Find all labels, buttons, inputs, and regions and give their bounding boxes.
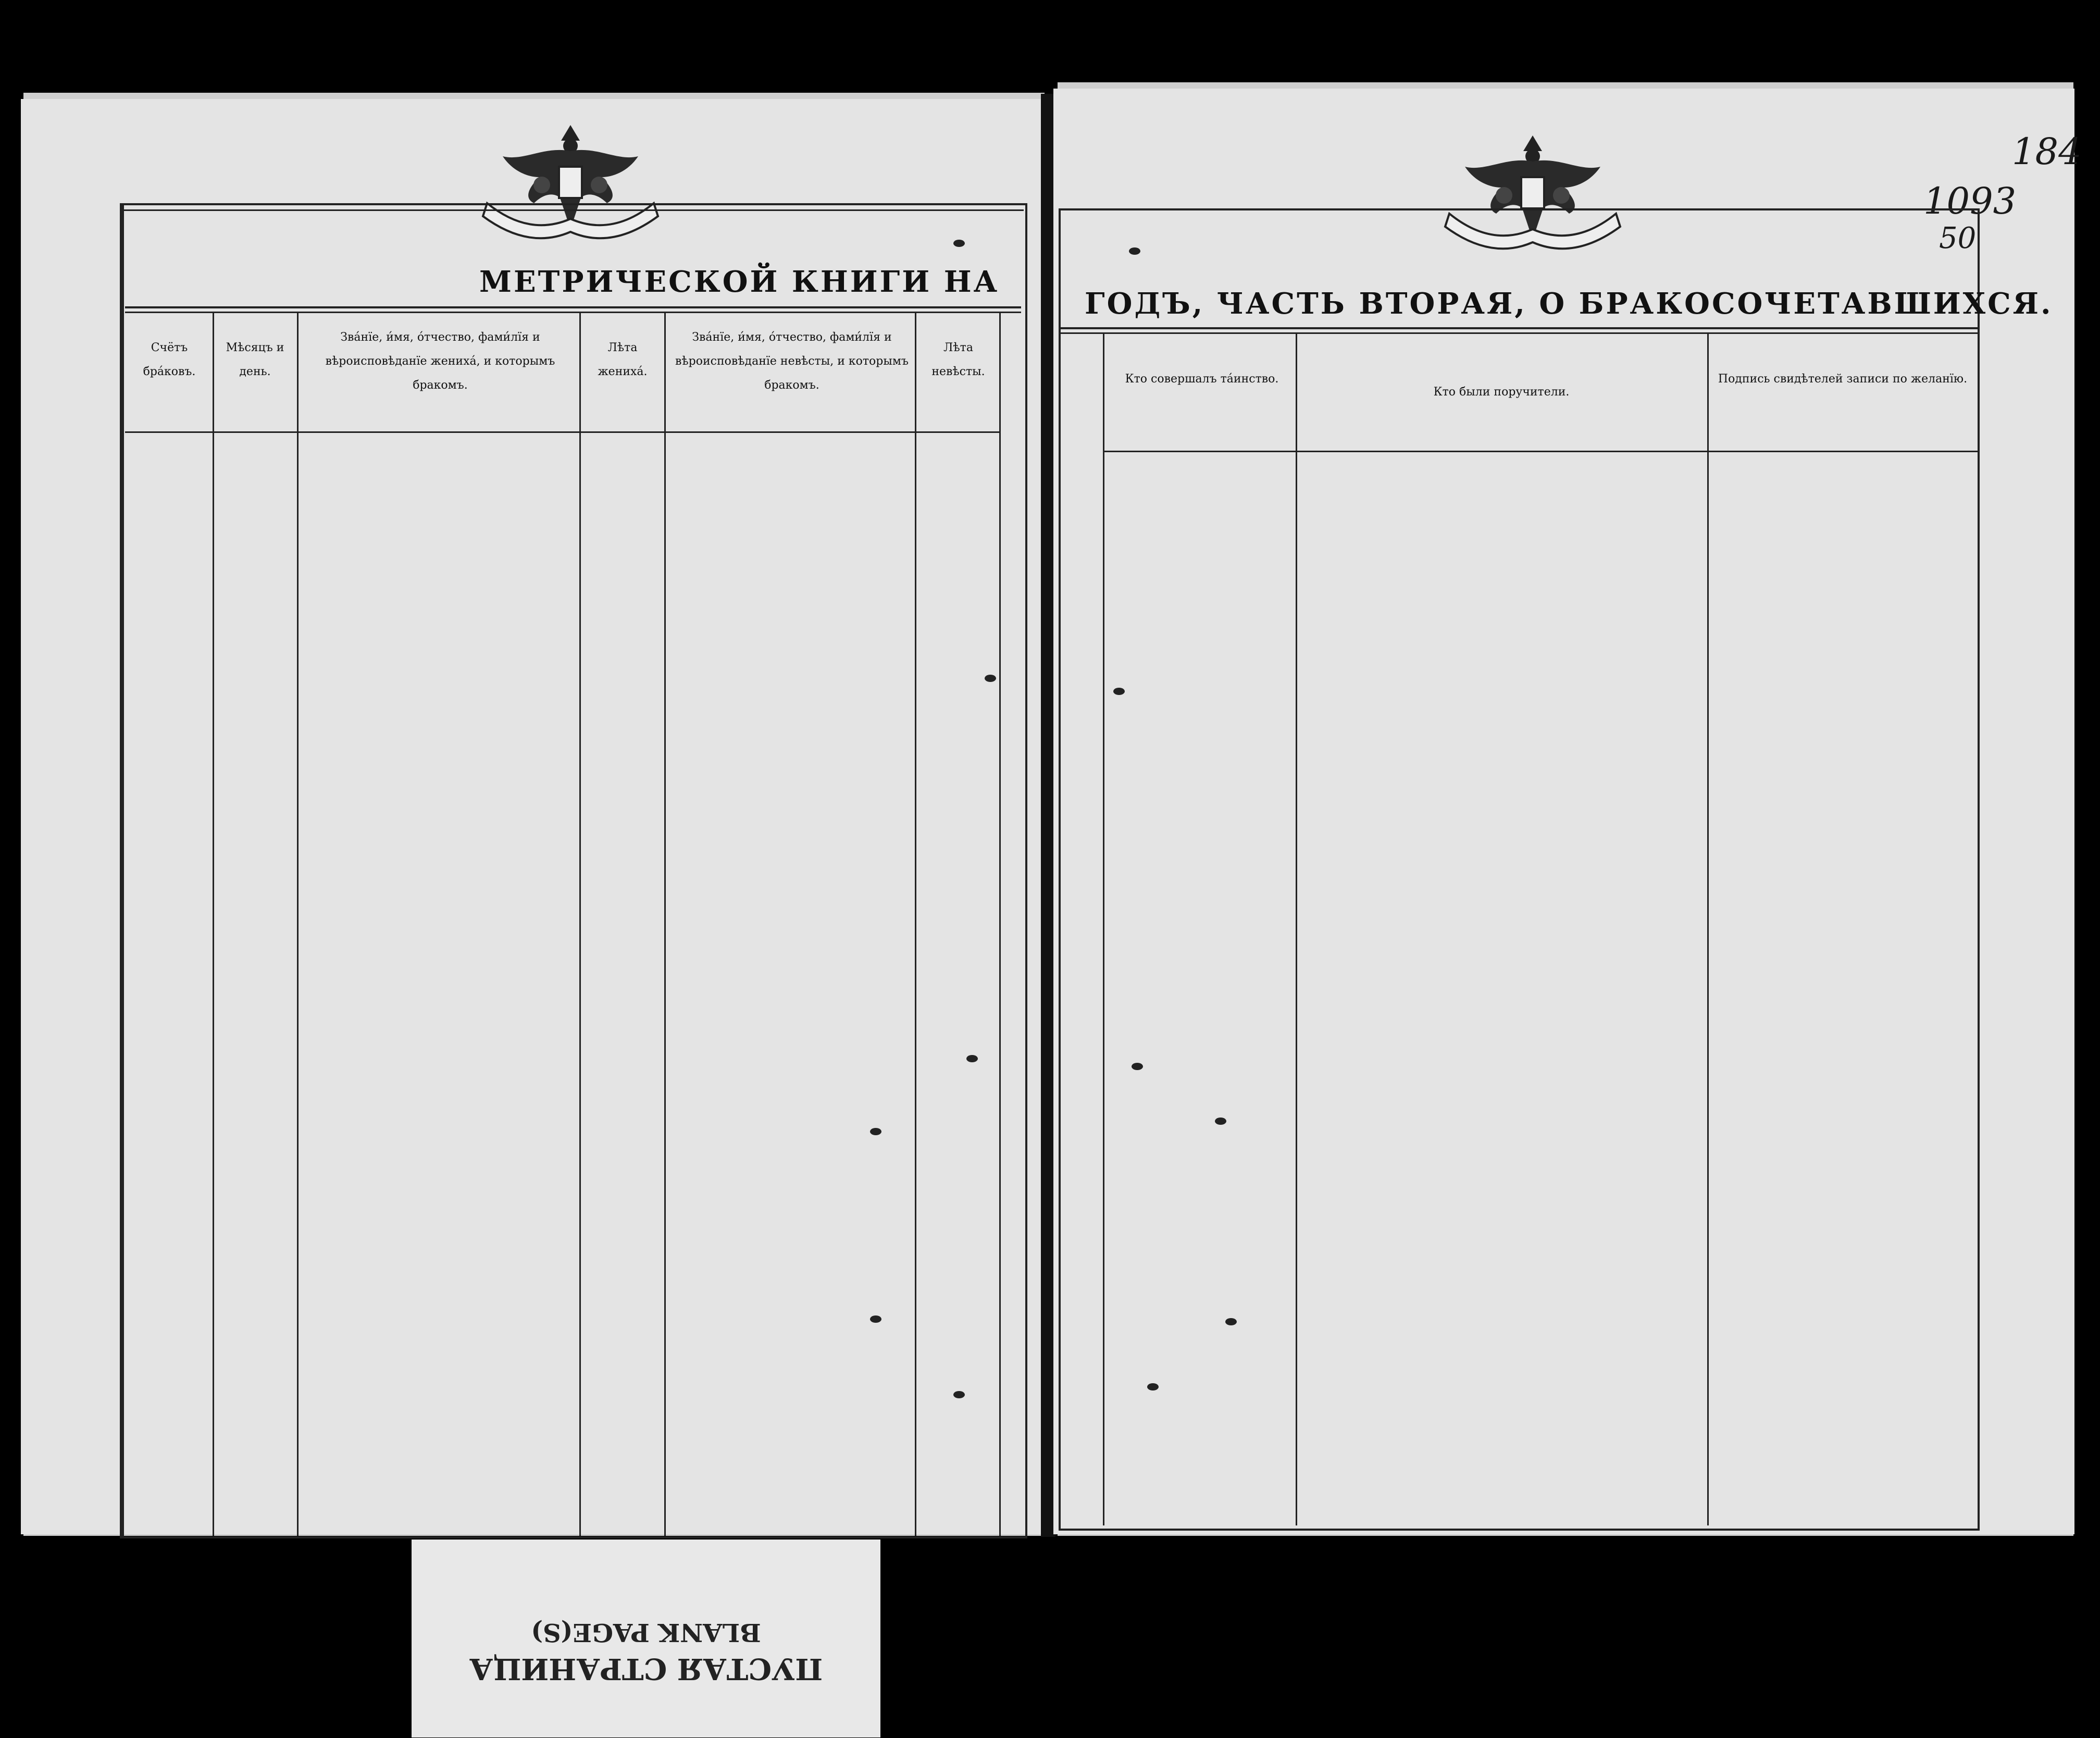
binding-hole xyxy=(870,1315,881,1323)
stamp-line-russian: ПУСТАЯ СТРАНИЦА xyxy=(469,1652,823,1686)
left-header-rule-bottom xyxy=(125,431,1000,433)
binding-hole xyxy=(1129,247,1140,255)
binding-hole xyxy=(870,1128,881,1135)
left-col-sep-3 xyxy=(579,312,581,1536)
binding-hole xyxy=(985,675,996,682)
left-col-sep-2 xyxy=(297,312,299,1536)
left-col-header-groom-age: Лѣта жениха́. xyxy=(598,341,648,378)
right-col-sep-2 xyxy=(1296,332,1297,1525)
binding-hole xyxy=(953,1391,965,1398)
binding-hole xyxy=(966,1055,978,1062)
left-col-sep-5 xyxy=(915,312,916,1536)
binding-hole xyxy=(1113,688,1125,695)
left-col-header-count: Счётъ бра́ковъ. xyxy=(143,341,196,378)
right-table-frame xyxy=(1059,208,1980,1531)
handwritten-page-number: 184 xyxy=(2012,130,2082,173)
left-page xyxy=(21,99,1047,1534)
binding-hole xyxy=(1225,1318,1237,1325)
left-col-header-month-day: Мѣсяцъ и день. xyxy=(226,341,284,378)
binding-hole xyxy=(1147,1383,1159,1391)
left-col-header-bride: Зва́нїе, и́мя, о́тчество, фами́лїя и вѣроисповѣданїе невѣсты, и которымъ бракомъ. xyxy=(675,331,909,392)
stamp-line-english: BLANK PAGE(S) xyxy=(531,1618,761,1647)
right-page xyxy=(1053,89,2082,1534)
left-col-sep-1 xyxy=(213,312,214,1536)
right-col-sep-3 xyxy=(1707,332,1709,1525)
binding-hole xyxy=(1215,1118,1226,1125)
left-title-rule-top xyxy=(120,209,1024,211)
left-page-title: МЕТРИЧЕСКОЙ КНИГИ НА xyxy=(479,265,1000,299)
binding-hole xyxy=(1132,1063,1143,1070)
left-col-header-groom: Зва́нїе, и́мя, о́тчество, фами́лїя и вѣроисповѣданїе жениха́, и которымъ бракомъ. xyxy=(325,331,555,392)
right-col-header-guarantors: Кто были поручители. xyxy=(1433,386,1570,399)
handwritten-page-number: 1093 xyxy=(1923,180,2017,222)
right-col-sep-1 xyxy=(1103,332,1104,1525)
left-header-rule-top xyxy=(125,306,1021,308)
right-header-rule-top xyxy=(1059,327,1978,329)
binding-hole xyxy=(953,240,965,247)
right-header-rule-top-2 xyxy=(1059,332,1978,334)
left-col-sep-6 xyxy=(999,312,1001,1536)
handwritten-folio-number: 50 xyxy=(1939,221,1977,255)
left-table-frame xyxy=(120,203,1027,1538)
right-col-header-signatures: Подпись свидѣтелей записи по желанїю. xyxy=(1718,373,1968,386)
blank-page-stamp xyxy=(412,1540,880,1737)
right-page-title: ГОДЪ, ЧАСТЬ ВТОРАЯ, О БРАКОСОЧЕТАВШИХСЯ. xyxy=(1085,287,2053,321)
left-col-sep-4 xyxy=(664,312,666,1536)
right-col-header-officiant: Кто совершалъ та́инство. xyxy=(1125,373,1279,386)
left-col-header-bride-age: Лѣта невѣсты. xyxy=(931,341,985,378)
right-header-rule-bottom xyxy=(1103,451,1978,452)
left-header-rule-top-2 xyxy=(125,312,1021,313)
